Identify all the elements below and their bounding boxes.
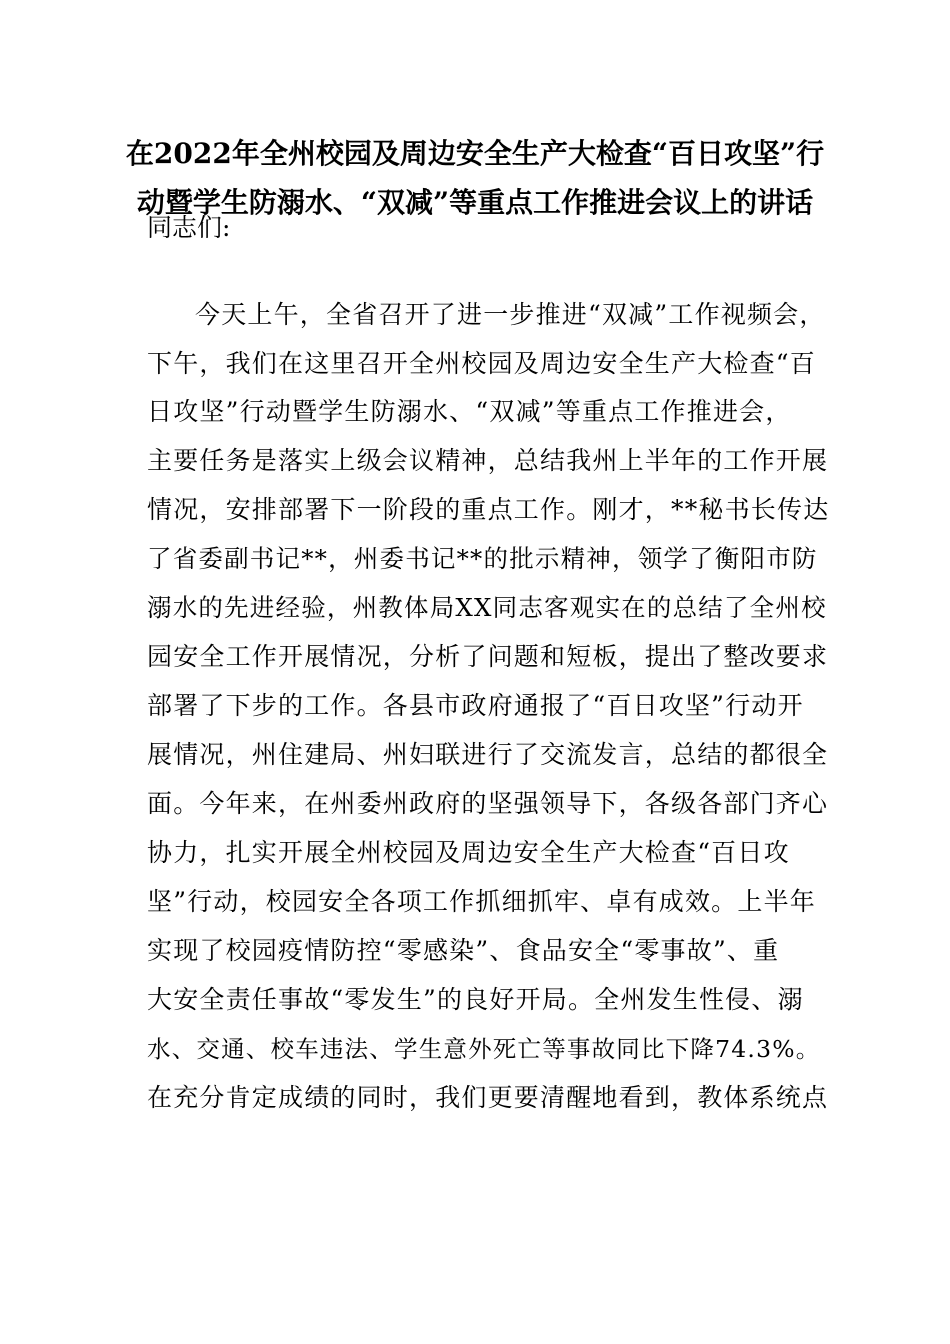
body-line-3: 日攻坚”行动暨学生防溺水、“双减”等重点工作推进会， xyxy=(147,397,792,426)
body-line-14: 实现了校园疫情防控“零感染”、食品安全“零事故”、重 xyxy=(147,936,780,965)
body-line-13: 坚”行动，校园安全各项工作抓细抓牢、卓有成效。上半年 xyxy=(147,887,816,916)
body-line-12: 协力，扎实开展全州校园及周边安全生产大检查“百日攻 xyxy=(147,838,790,867)
body-line-17: 在充分肯定成绩的同时，我们更要清醒地看到，教体系统点 xyxy=(147,1083,829,1112)
body-line-7: 溺水的先进经验，州教体局XX同志客观实在的总结了全州校 xyxy=(147,593,827,622)
salutation: 同志们: xyxy=(147,213,231,242)
body-line-8: 园安全工作开展情况，分析了问题和短板，提出了整改要求 xyxy=(147,642,829,671)
body-line-4: 主要任务是落实上级会议精神，总结我州上半年的工作开展 xyxy=(147,446,829,475)
body-line-11: 面。今年来，在州委州政府的坚强领导下，各级各部门齐心 xyxy=(147,789,829,818)
document-title-line-2: 动暨学生防溺水、“双减”等重点工作推进会议上的讲话 xyxy=(136,186,814,219)
body-line-1: 今天上午，全省召开了进一步推进“双减”工作视频会， xyxy=(195,300,826,329)
body-line-9: 部署了下步的工作。各县市政府通报了“百日攻坚”行动开 xyxy=(147,691,804,720)
body-line-5: 情况，安排部署下一阶段的重点工作。刚才，**秘书长传达 xyxy=(147,495,830,524)
body-line-6: 了省委副书记**，州委书记**的批示精神，领学了衡阳市防 xyxy=(147,544,818,573)
body-line-15: 大安全责任事故“零发生”的良好开局。全州发生性侵、溺 xyxy=(147,985,804,1014)
document-title-line-1: 在2022年全州校园及周边安全生产大检查“百日攻坚”行 xyxy=(125,137,825,170)
body-line-10: 展情况，州住建局、州妇联进行了交流发言，总结的都很全 xyxy=(147,740,829,769)
body-line-2: 下午，我们在这里召开全州校园及周边安全生产大检查“百 xyxy=(147,349,816,378)
body-line-16: 水、交通、校车违法、学生意外死亡等事故同比下降74.3%。 xyxy=(147,1035,821,1063)
